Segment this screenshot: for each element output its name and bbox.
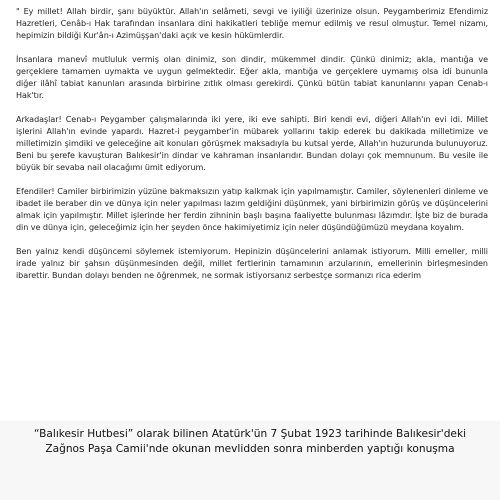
speech-paragraph-4: Efendiler! Camiler birbirimizin yüzüne bakmaksızın yatıp kalkmak için yapılmamıştır. Camiler, söylenenleri dinleme ve ibadet ile beraber din ve dünya için neler yapılması lazım geldiğini düşünmek, yani birbirimizin görüş ve düşüncelerini almak için yapılmıştır. Millet işlerinde her ferdin zihninin başlı başına faaliyette bulunması lâzımdır. İşte biz de burada din ve dünya için, geleceğimiz için her şeyden önce hakimiyetimiz için neler düşündüğümüzü meydana koyalım. bbox=[16, 186, 488, 232]
caption-box bbox=[0, 421, 500, 500]
speech-paragraph-2: İnsanlara manevî mutluluk vermiş olan dinimiz, son dindir, mükemmel dindir. Çünkü dinimiz; akla, mantığa ve gerçeklere tamamen uymakta ve uygun gelmektedir. Eğer akla, mantığa ve gerçeklere uymamış olsa idi bununla diğer ilâhî tabiat kanunları arasında birbirine zıtlık olması gerekirdi. Çünkü bütün tabiat kanunlarını yapan Cenab-ı Hak'tır. bbox=[16, 54, 488, 101]
speech-paragraph-3: Arkadaşlar! Cenab-ı Peygamber çalışmalarında iki yere, iki eve sahipti. Biri kendi evi, diğeri Allah'ın evi idi. Millet işlerini Allah'ın evinde yapardı. Hazret-i peygamber'in mübarek yollarını takip ederek bu dakikada milletimize ve milletimizin şimdiki ve geleceğine ait konuları görüşmek maksadıyla bu kutsal yerde, Allah'ın huzurunda bulunuyoruz. Beni bu şerefe kavuşturan Balıkesir'in dindar ve kahraman insanlarıdır. Bundan dolayı çok memnunum. Bu vesile ile büyük bir sevaba nail olacağımı ümit ediyorum. bbox=[16, 114, 488, 173]
speech-text bbox=[16, 6, 488, 293]
speech-paragraph-5: Ben yalnız kendi düşüncemi söylemek istemiyorum. Hepinizin düşüncelerini anlamak istiyorum. Milli emeller, milli irade yalnız bir şahsın düşünmesinden değil, millet fertlerinin tamamının arzularının, emellerinin birleşmesinden ibarettir. Bundan dolayı benden ne öğrenmek, ne sormak istiyorsanız serbestçe sormanızı rica ederim bbox=[16, 246, 488, 280]
speech-paragraph-1: " Ey millet! Allah birdir, şanı büyüktür. Allah'ın selâmeti, sevgi ve iyiliği üzerinize olsun. Peygamberimiz Efendimiz Hazretleri, Cenâb-ı Hak tarafından insanlara dini hakikatleri tebliğe memur edilmiş ve resul olmuştur. Temel nizamı, hepimizin bildiği Kur'ân-ı Azimüşşan'daki açık ve kesin hükümlerdir. bbox=[16, 7, 488, 41]
caption-text: “Balıkesir Hutbesi” olarak bilinen Atatürk'ün 7 Şubat 1923 tarihinde Balıkesir'deki Zağnos Paşa Camii'nde okunan mevlidden sonra minberden yaptığı konuşma bbox=[33, 428, 467, 456]
